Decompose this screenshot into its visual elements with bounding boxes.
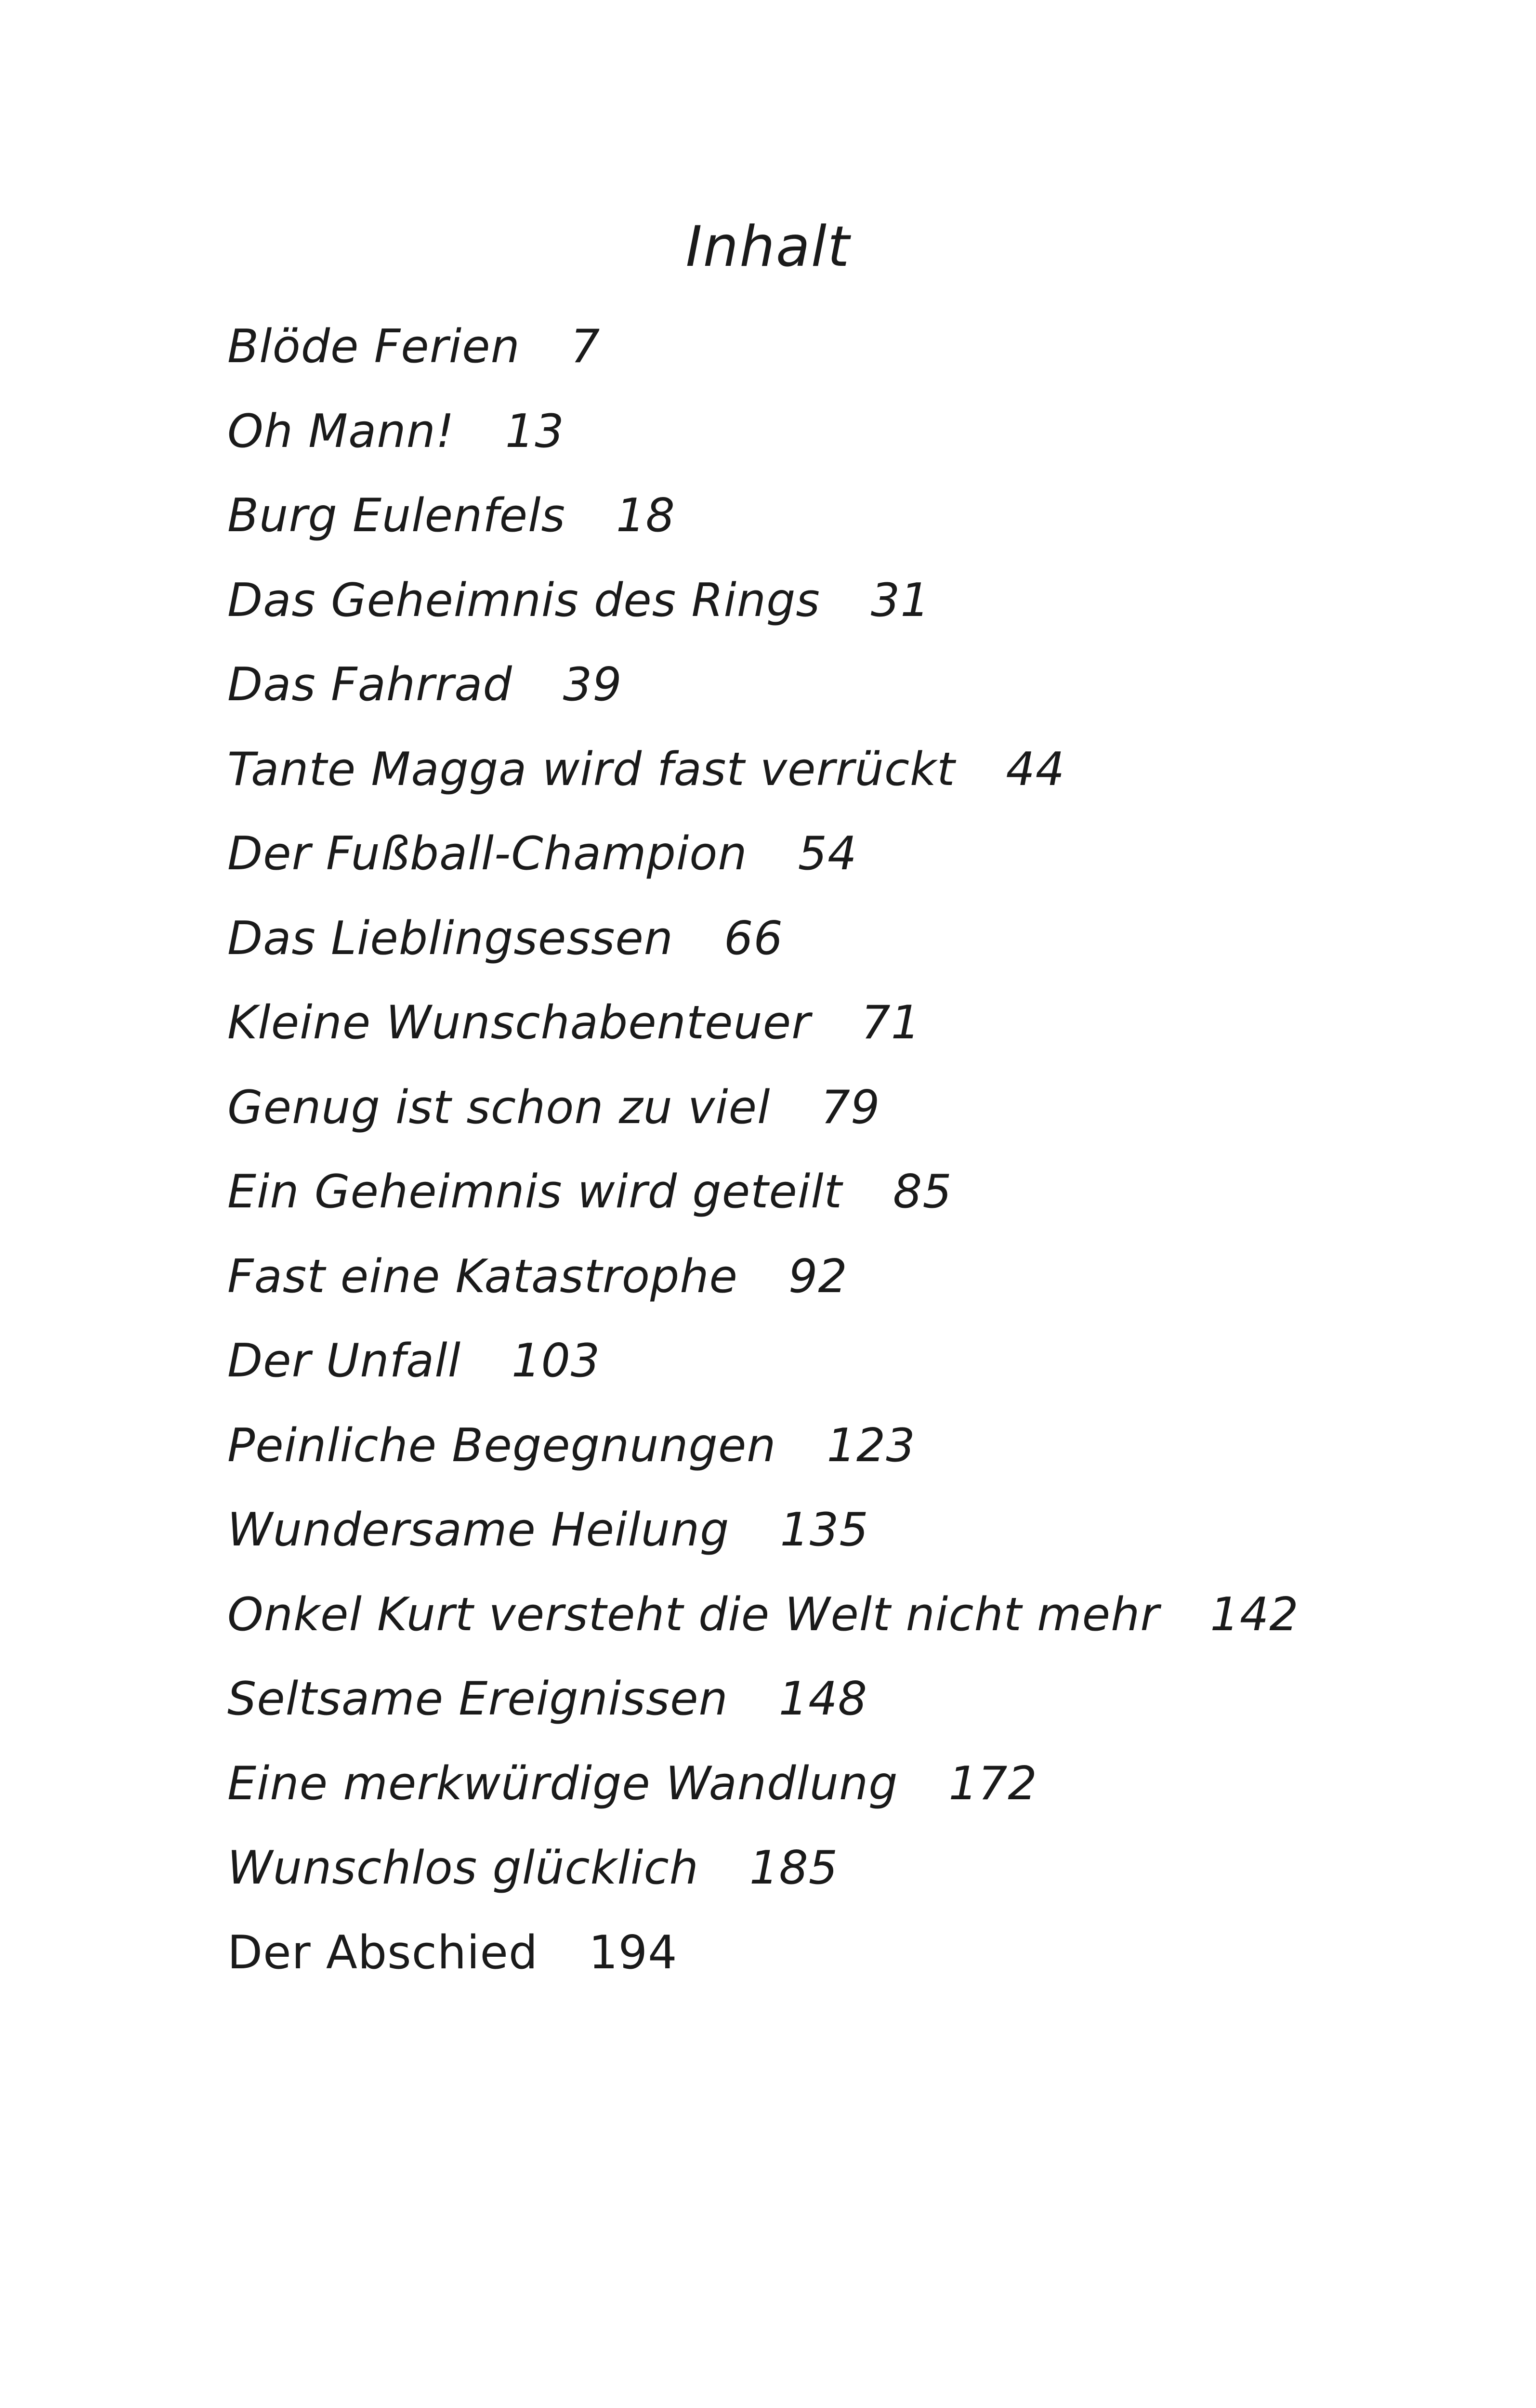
toc-entry bbox=[227, 1167, 1431, 1252]
page-title: Inhalt bbox=[685, 214, 851, 279]
toc-entry bbox=[227, 322, 1431, 406]
toc-entry bbox=[227, 1083, 1431, 1167]
toc-entry bbox=[227, 1590, 1431, 1675]
toc-entry-page: 185 bbox=[749, 1842, 839, 1895]
toc-entry-page: 79 bbox=[821, 1081, 880, 1134]
table-of-contents bbox=[227, 322, 1431, 2012]
toc-entry bbox=[227, 1336, 1431, 1421]
toc-entry bbox=[227, 1252, 1431, 1336]
toc-entry-page: 103 bbox=[512, 1335, 601, 1387]
toc-entry-title: Wundersame Heilung bbox=[227, 1504, 730, 1557]
toc-entry-title: Onkel Kurt versteht die Welt nicht mehr bbox=[227, 1588, 1160, 1641]
toc-entry-title: Der Abschied bbox=[227, 1926, 538, 1979]
toc-entry bbox=[227, 491, 1431, 576]
toc-entry-page: 18 bbox=[616, 489, 675, 542]
toc-entry bbox=[227, 1759, 1431, 1844]
toc-entry-page: 194 bbox=[589, 1926, 678, 1979]
toc-entry bbox=[227, 1843, 1431, 1928]
toc-entry-title: Das Geheimnis des Rings bbox=[227, 574, 820, 627]
toc-entry-page: 13 bbox=[505, 405, 565, 458]
toc-entry-title: Der Unfall bbox=[227, 1335, 461, 1387]
toc-entry bbox=[227, 998, 1431, 1083]
toc-entry-page: 31 bbox=[870, 574, 930, 627]
toc-entry-title: Peinliche Begegnungen bbox=[227, 1419, 776, 1472]
toc-entry-page: 7 bbox=[570, 320, 601, 373]
toc-entry bbox=[227, 406, 1431, 491]
toc-entry-title: Kleine Wunschabenteuer bbox=[227, 996, 811, 1049]
toc-entry-page: 66 bbox=[724, 912, 783, 965]
toc-entry bbox=[227, 660, 1431, 745]
toc-entry-title: Das Lieblingsessen bbox=[227, 912, 674, 965]
toc-entry-page: 92 bbox=[788, 1250, 848, 1303]
toc-entry bbox=[227, 1421, 1431, 1505]
toc-entry-page: 44 bbox=[1006, 743, 1065, 796]
toc-entry bbox=[227, 1674, 1431, 1759]
toc-entry-title: Tante Magga wird fast verrückt bbox=[227, 743, 956, 796]
toc-entry-title: Eine merkwürdige Wandlung bbox=[227, 1757, 898, 1810]
toc-entry bbox=[227, 914, 1431, 998]
toc-entry-page: 39 bbox=[563, 658, 622, 711]
toc-entry-title: Ein Geheimnis wird geteilt bbox=[227, 1165, 842, 1218]
toc-entry bbox=[227, 829, 1431, 914]
toc-entry-page: 54 bbox=[798, 827, 857, 880]
toc-entry-title: Der Fußball-Champion bbox=[227, 827, 748, 880]
toc-entry bbox=[227, 576, 1431, 660]
toc-entry-page: 123 bbox=[827, 1419, 916, 1472]
toc-entry-title: Burg Eulenfels bbox=[227, 489, 566, 542]
toc-entry-page: 148 bbox=[778, 1673, 868, 1726]
toc-entry-title: Das Fahrrad bbox=[227, 658, 512, 711]
toc-entry-title: Oh Mann! bbox=[227, 405, 455, 458]
toc-entry-page: 71 bbox=[861, 996, 921, 1049]
toc-entry bbox=[227, 1928, 1431, 2013]
toc-entry-page: 142 bbox=[1210, 1588, 1299, 1641]
toc-entry-title: Fast eine Katastrophe bbox=[227, 1250, 738, 1303]
toc-entry-page: 135 bbox=[780, 1504, 869, 1557]
toc-entry-title: Genug ist schon zu viel bbox=[227, 1081, 771, 1134]
toc-entry bbox=[227, 745, 1431, 829]
toc-entry-page: 85 bbox=[893, 1165, 952, 1218]
toc-entry-title: Wunschlos glücklich bbox=[227, 1842, 699, 1895]
toc-entry bbox=[227, 1505, 1431, 1590]
toc-entry-title: Blöde Ferien bbox=[227, 320, 520, 373]
toc-entry-title: Seltsame Ereignissen bbox=[227, 1673, 728, 1726]
toc-entry-page: 172 bbox=[948, 1757, 1037, 1810]
